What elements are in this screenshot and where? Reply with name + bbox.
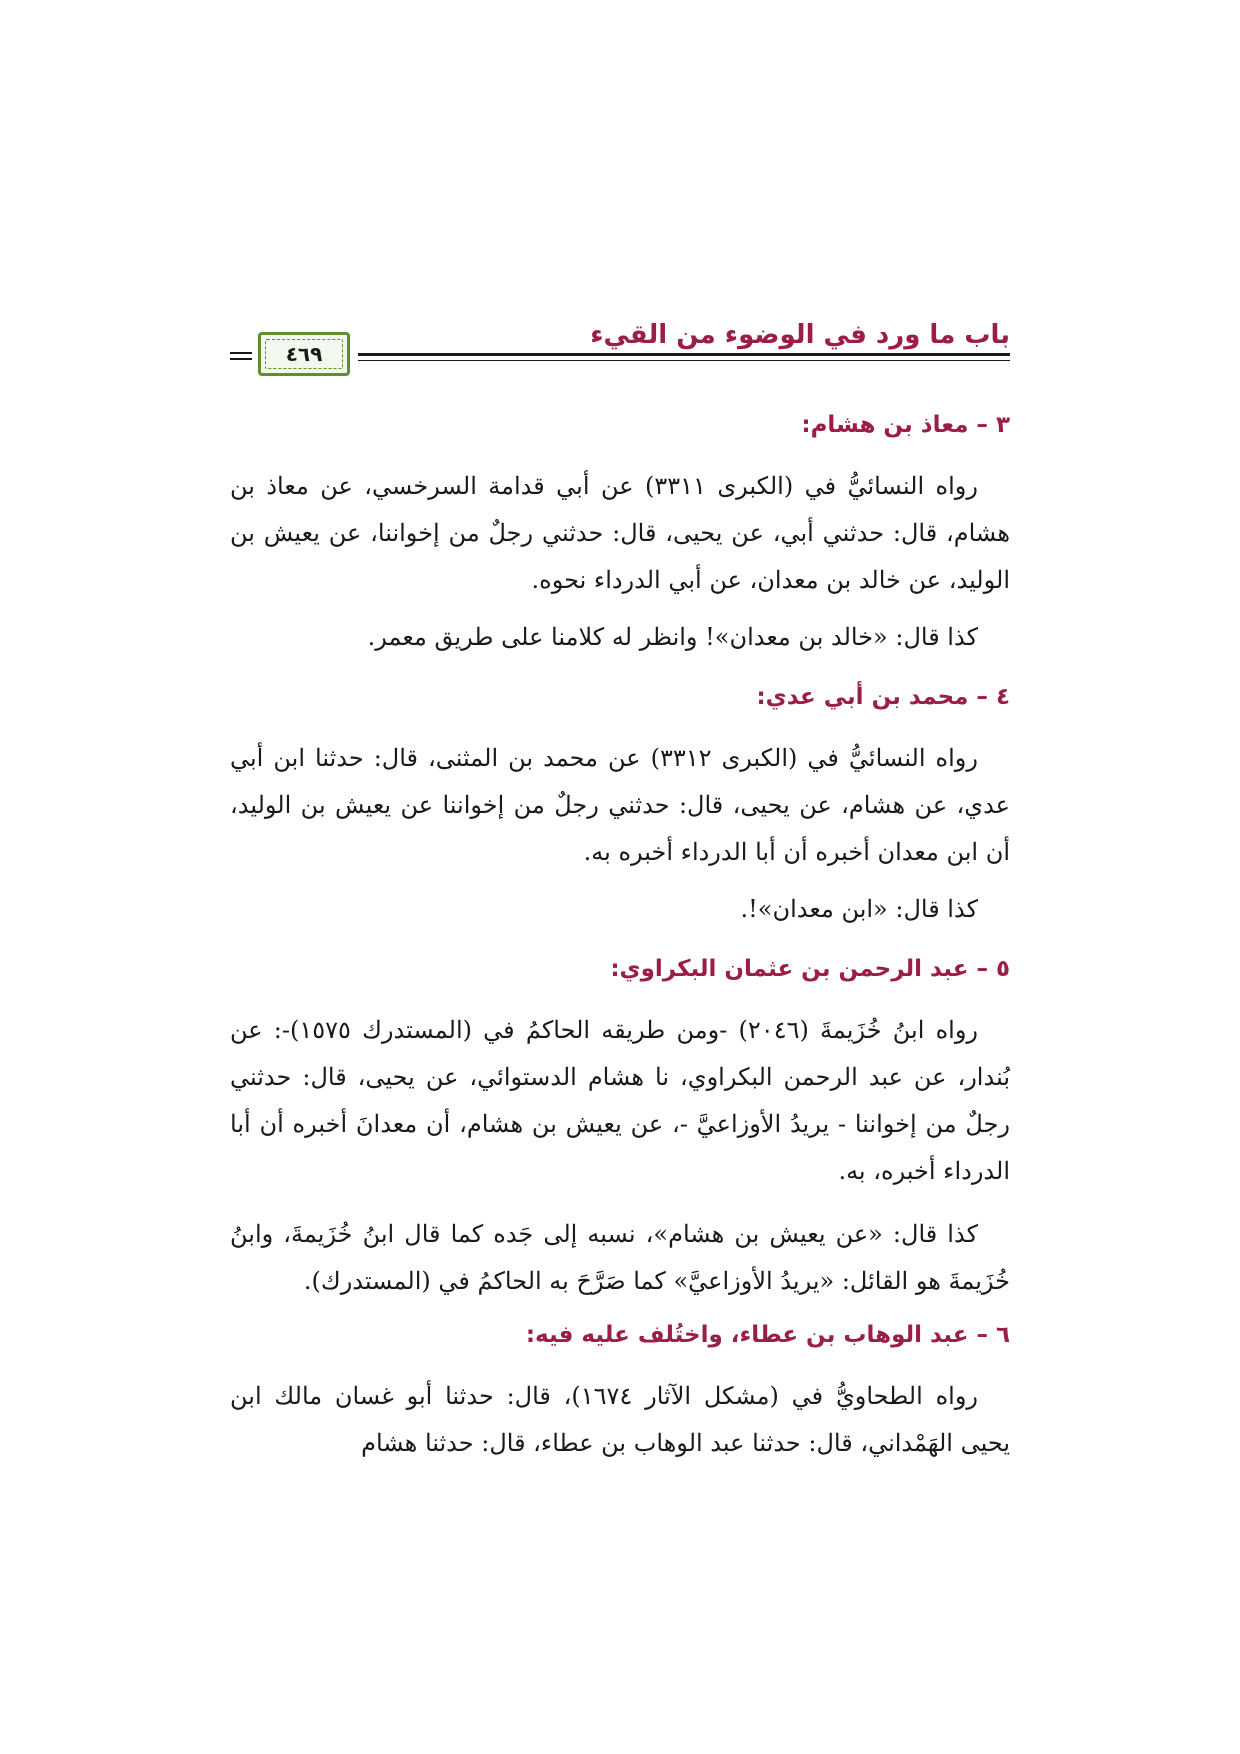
running-title: باب ما ورد في الوضوء من القيء xyxy=(590,320,1010,350)
paragraph: رواه النسائيُّ في (الكبرى ٣٣١١) عن أبي قدامة السرخسي، عن معاذ بن هشام، قال: حدثني أبي، عن يحيى، قال: حدثني رجلٌ من إخواننا، عن يعيش بن الوليد، عن خالد بن معدان، عن أبي الدرداء نحوه. xyxy=(230,472,1010,594)
paragraph: كذا قال: «ابن معدان»!. xyxy=(740,895,978,923)
page-number: ٤٦٩ xyxy=(285,342,323,366)
page-body xyxy=(230,405,1010,1477)
header-rule xyxy=(230,352,252,354)
header-rule xyxy=(358,353,1010,356)
section-heading: ٤ – محمد بن أبي عدي: xyxy=(756,684,1010,710)
paragraph: رواه النسائيُّ في (الكبرى ٣٣١٢) عن محمد بن المثنى، قال: حدثنا ابن أبي عدي، عن هشام، عن يحيى، قال: حدثني رجلٌ من إخواننا عن يعيش بن الوليد، أن ابن معدان أخبره أن أبا الدرداء أخبره به. xyxy=(230,744,1010,866)
page-number-badge xyxy=(258,332,350,376)
header-rule xyxy=(358,360,1010,361)
section-heading: ٥ – عبد الرحمن بن عثمان البكراوي: xyxy=(610,956,1010,982)
paragraph: كذا قال: «عن يعيش بن هشام»، نسبه إلى جَده كما قال ابنُ خُزَيمةَ، وابنُ خُزَيمةَ هو القائل: «يريدُ الأوزاعيَّ» كما صَرَّحَ به الحاكمُ في (المستدرك). xyxy=(230,1220,1010,1295)
section-heading: ٣ – معاذ بن هشام: xyxy=(801,412,1010,438)
running-header xyxy=(230,310,1010,390)
paragraph: رواه ابنُ خُزَيمةَ (٢٠٤٦) -ومن طريقه الحاكمُ في (المستدرك ١٥٧٥)-: عن بُندار، عن عبد الرحمن البكراوي، نا هشام الدستوائي، عن يحيى، قال: حدثني رجلٌ من إخواننا - يريدُ الأوزاعيَّ -، عن يعيش بن هشام، أن معدانَ أخبره أن أبا الدرداء أخبره، به. xyxy=(230,1016,1010,1185)
paragraph: رواه الطحاويُّ في (مشكل الآثار ١٦٧٤)، قال: حدثنا أبو غسان مالك ابن يحيى الهَمْداني، قال: حدثنا عبد الوهاب بن عطاء، قال: حدثنا هشام xyxy=(230,1382,1010,1457)
paragraph: كذا قال: «خالد بن معدان»! وانظر له كلامنا على طريق معمر. xyxy=(367,623,978,651)
section-heading: ٦ – عبد الوهاب بن عطاء، واختُلف عليه فيه: xyxy=(525,1322,1010,1348)
header-rule xyxy=(230,358,252,360)
